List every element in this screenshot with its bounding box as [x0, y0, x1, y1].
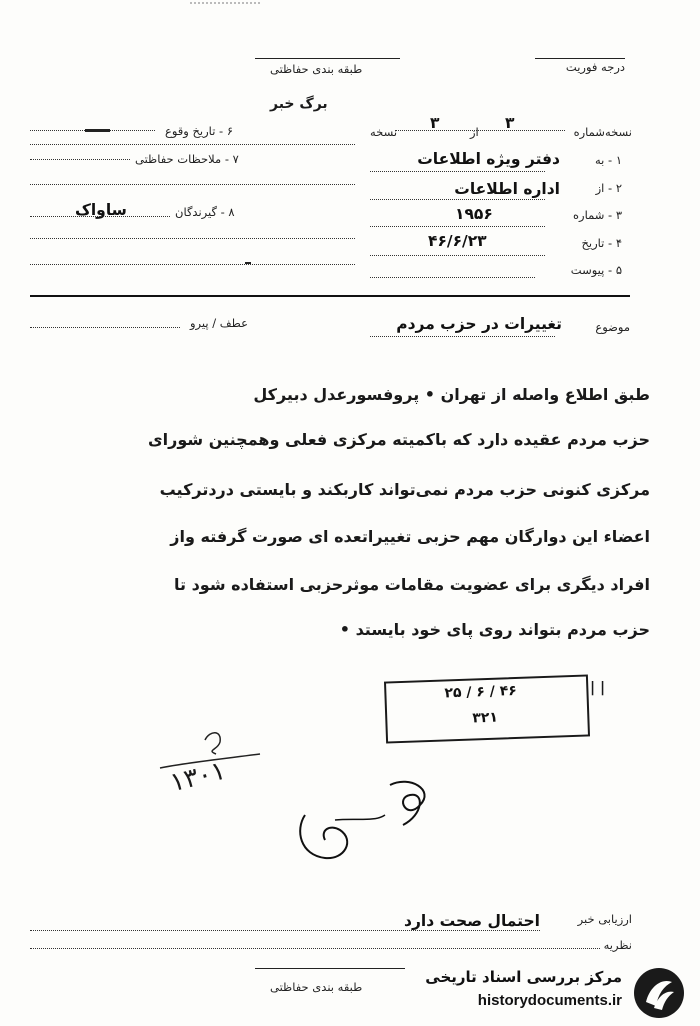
priority-label: درجه فوریت: [565, 60, 625, 74]
priority-line: [535, 58, 625, 59]
copy-total: ۳: [430, 114, 440, 132]
body-line: مرکزی کنونی حزب مردم نمی‌تواند کاربکند و بایستی دردترکیب: [159, 480, 650, 499]
f3-label: ۳ - شماره: [572, 208, 622, 222]
watermark-name: مرکز بررسی اسناد تاریخی: [425, 968, 622, 986]
f4-label: ۴ - تاریخ: [581, 236, 622, 250]
reference-label: عطف / پیرو: [190, 316, 248, 330]
f8-label: ۸ - گیرندگان: [175, 205, 235, 219]
f2-value: اداره اطلاعات: [454, 180, 560, 198]
subject-value: تغییرات در حزب مردم: [396, 315, 562, 333]
classification-line-top: [255, 58, 400, 59]
of-label: از: [470, 125, 479, 139]
opinion-dots: [30, 948, 600, 949]
body-line: اعضاء این دوارگان مهم حزبی تغییراتعده ای صورت گرفته واز: [170, 527, 650, 546]
signature-icon: [285, 770, 455, 870]
f4-value: ۴۶/۶/۲۳: [428, 232, 487, 250]
f1-label: ۱ - به: [594, 153, 622, 167]
stamp-number: ۳۲۱: [472, 709, 499, 727]
stamp-side-mark: | |: [590, 680, 606, 696]
f6-label: ۶ - تاریخ وقوع: [165, 124, 234, 138]
body-line: طبق اطلاع واصله از تهران • پروفسورعدل دبیرکل: [253, 385, 650, 404]
evaluation-dots: [30, 930, 540, 931]
header-smudge: [190, 2, 260, 24]
copy-dots: [395, 130, 565, 131]
f3-value: ۱۹۵۶: [455, 205, 493, 223]
copy-number: ۳: [505, 114, 515, 132]
f2-dots: [370, 199, 545, 200]
f6-dash: [85, 129, 110, 132]
copy-label: نسخه‌شماره: [573, 125, 632, 139]
f3-dots: [370, 226, 545, 227]
f7-label: ۷ - ملاحظات حفاظتی: [135, 152, 239, 166]
archive-logo-icon: [632, 966, 686, 1020]
f1-value: دفتر ویژه اطلاعات: [417, 150, 560, 168]
f5-label: ۵ - پیوست: [570, 263, 622, 277]
classification-line-bottom: [255, 968, 405, 969]
body-line: حزب مردم بتواند روی پای خود بایستد •: [339, 620, 650, 639]
subject-dots-right: [370, 336, 555, 337]
f8-dots-3: [30, 264, 355, 265]
body-line: افراد دیگری برای عضویت مقامات موثرحزبی استفاده شود تا: [173, 575, 650, 594]
watermark-url: historydocuments.ir: [477, 992, 622, 1009]
opinion-label: نظریه: [603, 938, 632, 952]
body-line: حزب مردم عقیده دارد که باکمیته مرکزی فعلی وهمچنین شورای: [148, 430, 650, 449]
form-title: برگ خبر: [270, 96, 328, 112]
f4-dots: [370, 255, 545, 256]
classification-label-bottom: طبقه بندی حفاظتی: [270, 980, 363, 994]
f8-dots-2: [30, 238, 355, 239]
evaluation-label: ارزیابی خبر: [577, 912, 632, 926]
f8-value: ساواک: [75, 201, 127, 219]
f8-tick: [245, 262, 251, 264]
reference-dots: [30, 327, 180, 328]
section-divider: [30, 295, 630, 297]
stamp-date: ۲۵ / ۶ / ۴۶: [444, 682, 518, 702]
f5-dots: [370, 277, 535, 278]
handwritten-note: ۱۳۰۱: [167, 755, 229, 799]
evaluation-value: احتمال صحت دارد: [404, 912, 540, 930]
copy-word: نسخه: [370, 125, 398, 139]
receipt-stamp: [384, 674, 590, 743]
f7-dots: [30, 159, 130, 160]
classification-label-top: طبقه بندی حفاظتی: [270, 62, 363, 76]
f6-dots-2: [30, 144, 355, 145]
f1-dots: [370, 171, 545, 172]
f7-dots-2: [30, 184, 355, 185]
subject-label: موضوع: [595, 320, 630, 334]
f8-dots: [30, 216, 170, 217]
f2-label: ۲ - از: [595, 181, 622, 195]
